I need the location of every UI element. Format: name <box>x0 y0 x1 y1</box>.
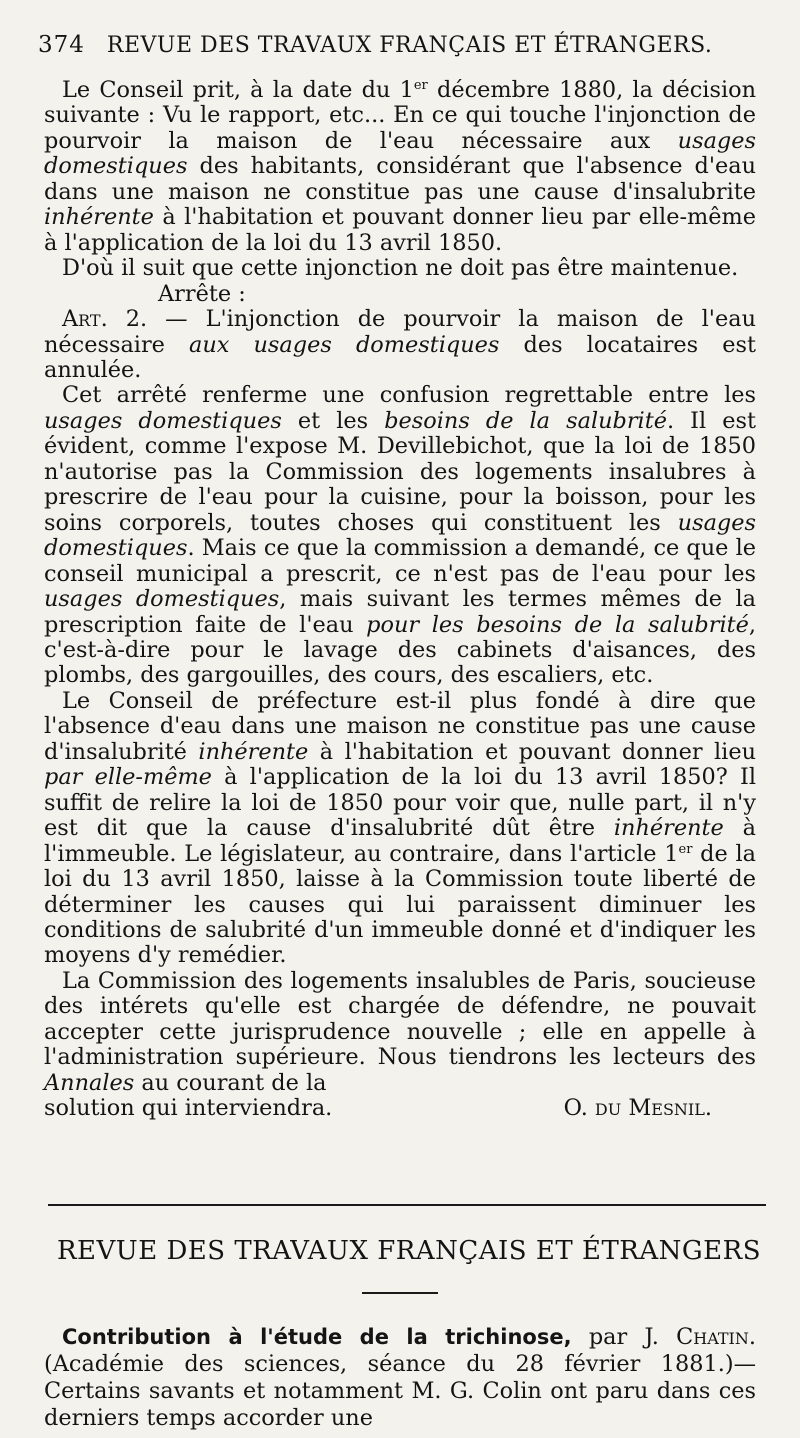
article-body <box>44 78 756 1122</box>
paragraph-prefecture <box>44 689 756 969</box>
italic-run: usages domestiques <box>44 127 756 180</box>
italic-run: pour les besoins de la salubrité <box>366 611 749 638</box>
running-head <box>38 32 758 58</box>
text-run: à l'habitation et pouvant donner lieu par elle-même à l'application de la loi du 13 avril 1850. <box>44 204 756 256</box>
page-number: 374 <box>38 32 85 58</box>
italic-run: inhérente <box>613 815 724 842</box>
heading-underline <box>362 1292 438 1294</box>
italic-run: usages domestiques <box>44 407 282 434</box>
running-title: REVUE DES TRAVAUX FRANÇAIS ET ÉTRANGERS. <box>106 33 713 58</box>
text-run: . Il est évident, comme l'expose M. Devillebichot, que la loi de 1850 n'autorise pas la Commission des logements insalubres à prescrire de l'eau pour la cuisine, pour la boisson, pour les soins corporels, toutes choses qui constituent les <box>44 407 756 536</box>
text-run: . (Académie des sciences, séance du 28 février 1881.)— Certains savants et notamment M. G. Colin ont paru dans ces derniers temps accorder une <box>44 1324 756 1431</box>
text-run: de la loi du 13 avril 1850, laisse à la Commission toute liberté de déterminer les causes qui lui paraissent diminuer les conditions de salubrité d'un immeuble donné et d'indiquer les moyens d'y remédier. <box>44 840 756 969</box>
italic-run: aux usages domestiques <box>189 331 500 358</box>
text-run: des habitants, considérant que l'absence d'eau dans une maison ne constitue pas une cause d'insalubrite <box>44 153 756 205</box>
italic-run: besoins de la salubrité <box>384 407 667 434</box>
paragraph-conclusion: D'où il suit que cette injonction ne doit pas être maintenue. <box>62 255 739 282</box>
article-number: Art. 2. <box>62 306 148 333</box>
closing-line <box>44 1096 756 1121</box>
italic-run: inhérente <box>198 738 309 765</box>
paragraph-commission <box>44 969 756 1096</box>
italic-run: inhérente <box>44 204 154 231</box>
text-run: Le Conseil prit, à la date du 1 <box>62 77 414 103</box>
author-name: Chatin <box>676 1324 749 1350</box>
text-run: par J. <box>571 1324 677 1350</box>
text-run: à l'habitation et pouvant donner lieu <box>308 738 756 765</box>
text-run: à l'immeuble. Le législateur, au contraire, dans l'article 1 <box>44 815 756 867</box>
section-divider <box>48 1204 766 1206</box>
text-run: à l'application de la loi du 13 avril 1850? Il suffit de relire la loi de 1850 pour voir que, nulle part, il n'y est dit que la cause d'insalubrité dût être <box>44 764 756 842</box>
italic-run: usages domestiques <box>44 509 756 562</box>
paragraph-arrete: Arrête : <box>158 280 246 307</box>
text-run: , c'est-à-dire pour le lavage des cabinets d'aisances, des plombs, des gargouilles, des cours, des escaliers, etc. <box>44 611 757 689</box>
superscript: er <box>413 78 428 93</box>
paragraph-article-2 <box>44 307 756 383</box>
paragraph-trichinose <box>44 1324 756 1432</box>
text-run: au courant de la <box>134 1069 327 1096</box>
text-run: . Mais ce que la commission a demandé, ce que le conseil municipal a prescrit, ce n'est pas de l'eau pour les <box>44 535 756 587</box>
italic-run: usages domestiques <box>44 586 280 613</box>
text-run: — L'injonction de pourvoir la maison de l'eau nécessaire <box>44 306 756 358</box>
italic-run: par elle-même <box>44 764 212 791</box>
section-body <box>44 1324 756 1432</box>
bold-run: Contribution à l'étude de la trichinose, <box>62 1325 572 1349</box>
italic-run: Annales <box>44 1069 135 1096</box>
text-run: , mais suivant les termes mêmes de la prescription faite de l'eau <box>44 586 756 638</box>
paragraph-decision <box>44 78 756 256</box>
text-run: et les <box>281 407 385 434</box>
closing-text: solution qui interviendra. <box>44 1095 333 1122</box>
text-run: Cet arrêté renferme une confusion regrettable entre les <box>62 382 756 409</box>
text-run: des locataires est annulée. <box>44 331 756 383</box>
superscript: er <box>678 841 693 857</box>
text-run: Le Conseil de préfecture est-il plus fondé à dire que l'absence d'eau dans une maison ne constitue pas une cause d'insalubrité <box>44 687 756 765</box>
paragraph-confusion <box>44 383 756 688</box>
author-signature: O. du Mesnil. <box>563 1095 712 1122</box>
text-run: décembre 1880, la décision suivante : Vu le rapport, etc... En ce qui touche l'injonction de pourvoir la maison de l'eau nécessaire aux <box>44 77 757 154</box>
section-heading: REVUE DES TRAVAUX FRANÇAIS ET ÉTRANGERS <box>56 1236 762 1266</box>
text-run: La Commission des logements insalubles de Paris, soucieuse des intérets qu'elle est chargée de défendre, ne pouvait accepter cette jurisprudence nouvelle ; elle en appelle à l'administration supérieure. Nous tiendrons les lecteurs des <box>44 967 756 1071</box>
